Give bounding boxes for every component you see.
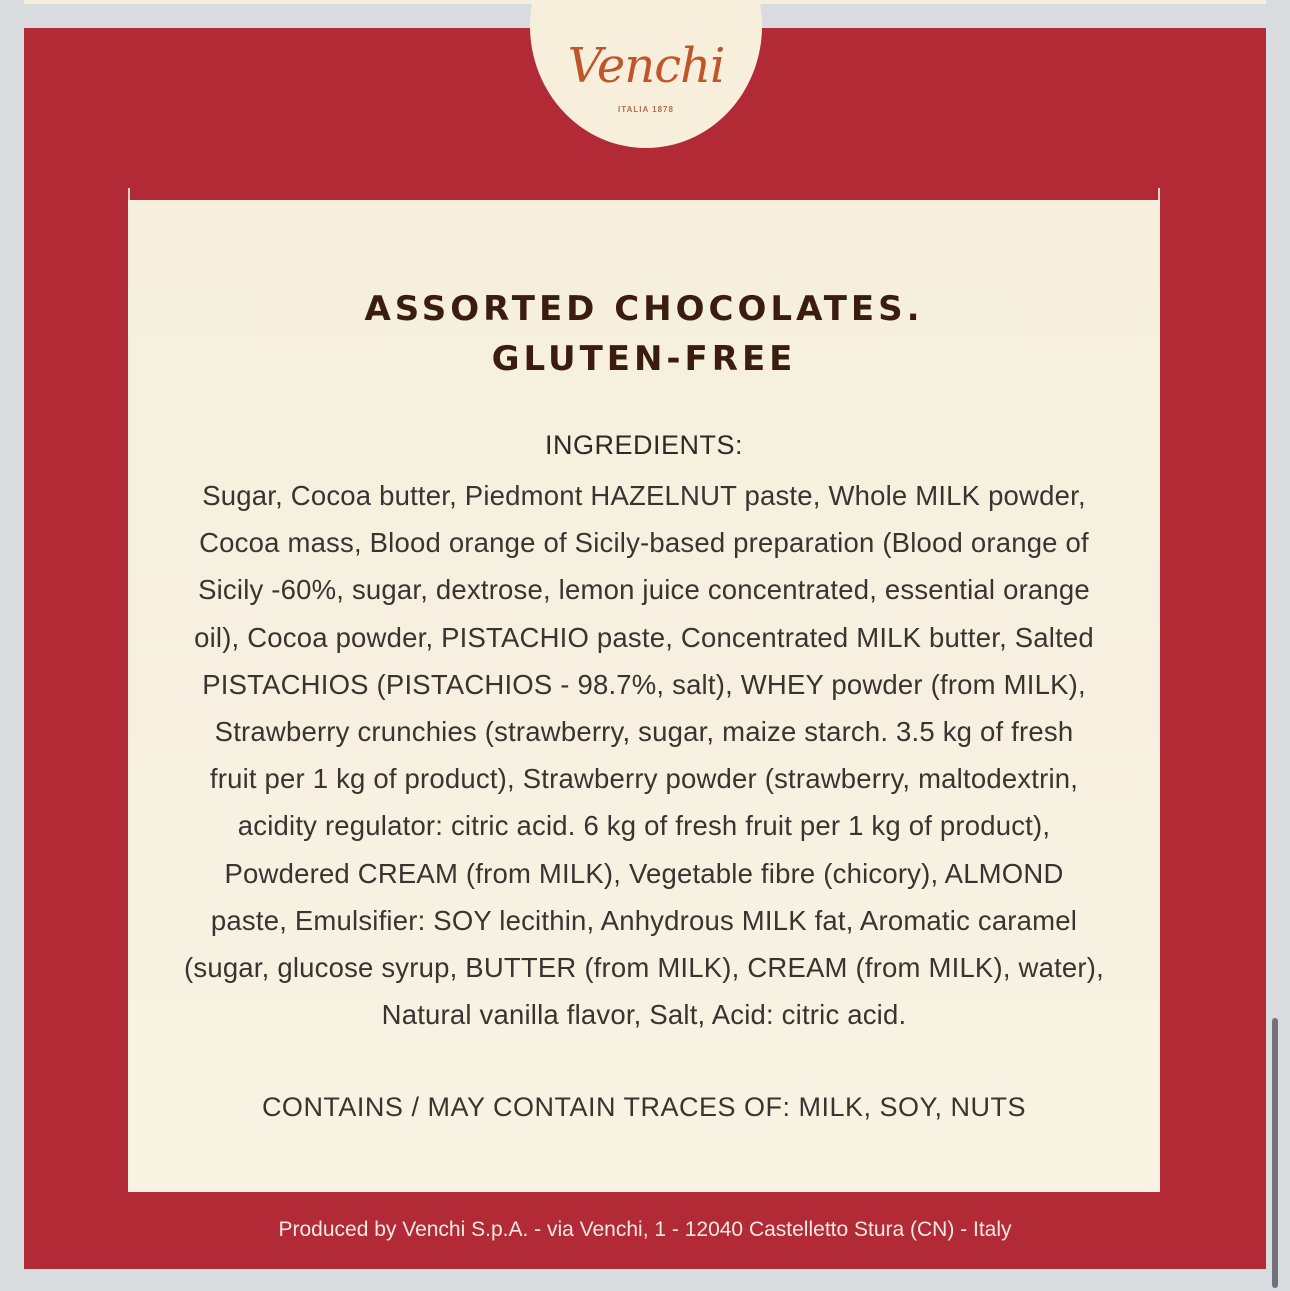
ingredients-line: PISTACHIOS (PISTACHIOS - 98.7%, salt), WHEY powder (from MILK), [202,668,1086,700]
ingredients-line: Powdered CREAM (from MILK), Vegetable fibre (chicory), ALMOND [224,857,1064,889]
venchi-logo [530,0,762,148]
ingredients-line: Natural vanilla flavor, Salt, Acid: citric acid. [381,999,907,1031]
ingredients-line: paste, Emulsifier: SOY lecithin, Anhydrous MILK fat, Aromatic caramel [210,904,1078,936]
ingredients-line: oil), Cocoa powder, PISTACHIO paste, Concentrated MILK butter, Salted [194,621,1094,653]
product-label-image [24,28,1266,1269]
logo-subtext: ITALIA 1878 [618,105,674,114]
ingredients-line: Strawberry crunchies (strawberry, sugar, maize starch. 3.5 kg of fresh [214,716,1074,748]
ingredients-line: Sugar, Cocoa butter, Piedmont HAZELNUT paste, Whole MILK powder, [202,480,1086,511]
ingredients-list [158,472,1130,1038]
producer-info: Produced by Venchi S.p.A. - via Venchi, 1 - 12040 Castelletto Stura (CN) - Italy [278,1218,1012,1241]
ingredients-line: (sugar, glucose syrup, BUTTER (from MILK), CREAM (from MILK), water), [184,952,1104,984]
title-line-2: GLUTEN-FREE [491,339,797,379]
scrollbar-thumb[interactable] [1272,1018,1278,1288]
logo-wordmark: Venchi [567,38,725,94]
title-line-1: ASSORTED CHOCOLATES. [364,289,924,329]
ingredients-line: fruit per 1 kg of product), Strawberry powder (strawberry, maltodextrin, [209,763,1079,795]
product-title [128,284,1160,384]
allergen-statement: CONTAINS / MAY CONTAIN TRACES OF: MILK, SOY, NUTS [261,1092,1027,1122]
ingredients-line: acidity regulator: citric acid. 6 kg of fresh fruit per 1 kg of product), [237,810,1051,842]
card-corner-mark-right [1158,188,1160,200]
ingredients-line: Sicily -60%, sugar, dextrose, lemon juice concentrated, essential orange [198,574,1090,606]
ingredients-heading: INGREDIENTS: [544,430,744,460]
ingredients-line: Cocoa mass, Blood orange of Sicily-based preparation (Blood orange of [199,527,1089,559]
card-corner-mark-left [128,188,130,200]
ingredients-card [128,200,1160,1192]
